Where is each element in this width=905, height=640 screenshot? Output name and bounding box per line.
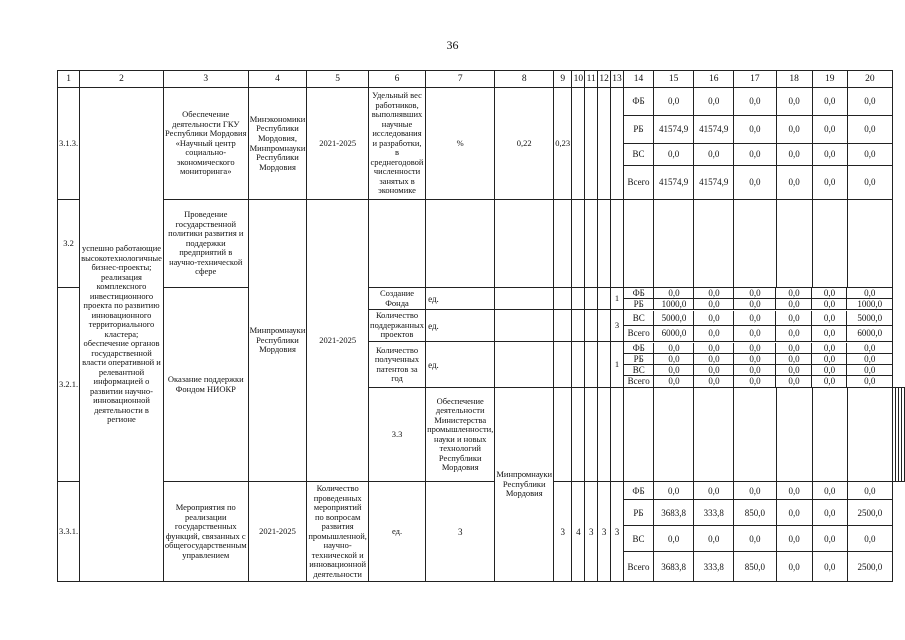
fin-block <box>623 310 892 342</box>
empty-cell <box>368 200 425 288</box>
indicator-value: 3 <box>611 310 624 342</box>
fin-source-cell: Всего <box>624 326 654 341</box>
empty-cell <box>776 388 812 482</box>
fin-value-cell: 0,0 <box>847 166 892 200</box>
fin-value-cell: 0,0 <box>694 144 734 166</box>
table-row <box>624 311 892 326</box>
fin-value-cell: 0,0 <box>694 88 734 116</box>
fin-value-cell: 0,0 <box>776 88 812 116</box>
fin-value-cell: 0,0 <box>694 311 734 326</box>
fin-value-cell: 0,0 <box>847 116 892 144</box>
empty-cell <box>847 388 892 482</box>
column-header: 11 <box>585 71 598 88</box>
column-header: 19 <box>812 71 847 88</box>
empty-cell <box>611 200 624 288</box>
fin-value-cell: 0,0 <box>734 365 776 376</box>
fin-value-cell: 0,0 <box>812 354 847 365</box>
empty-cell <box>585 388 598 482</box>
empty-cell <box>611 388 624 482</box>
executor: Минпромнауки Республики Мордовия <box>248 200 307 482</box>
period: 2021-2025 <box>307 88 369 200</box>
fin-value-cell: 0,0 <box>864 288 876 298</box>
column-header: 3 <box>163 71 248 88</box>
empty-cell <box>598 310 611 342</box>
fin-value-cell: 0,0 <box>812 166 847 200</box>
fin-source-cell: РБ <box>623 500 653 526</box>
fin-value-cell: 0,0 <box>694 288 734 299</box>
fin-value-cell: 0,0 <box>812 365 847 376</box>
fin-source-cell: РБ <box>624 354 654 365</box>
fin-value-cell: 0,0 <box>694 482 734 500</box>
fin-value-cell: 0,0 <box>654 376 694 387</box>
table-row <box>624 365 892 376</box>
empty-cell <box>572 310 585 342</box>
fin-value-cell: 41574,9 <box>694 166 734 200</box>
fin-value-cell: 0,0 <box>654 482 694 500</box>
fin-source-cell: ФБ <box>624 288 654 299</box>
fin-value-cell: 0,0 <box>812 526 847 552</box>
empty-cell <box>495 200 554 288</box>
program-table <box>57 70 905 582</box>
fin-source-cell: Всего <box>624 376 654 387</box>
indicator-value: 1 <box>611 342 624 388</box>
indicator: Количество поддержанных проектов <box>368 310 425 342</box>
column-header: 13 <box>611 71 624 88</box>
fin-value-cell: 0,0 <box>776 166 812 200</box>
fin-value-cell: 0,0 <box>734 144 776 166</box>
column-header: 18 <box>776 71 812 88</box>
fin-value-cell: 0,0 <box>812 88 847 116</box>
fin-value-cell: 0,0 <box>776 482 812 500</box>
measure-name: Обеспечение деятельности ГКУ Республики Мордовия «Научный центр социально-экономического мониторинга» <box>163 88 248 200</box>
empty-cell <box>847 200 892 288</box>
column-header: 20 <box>847 71 892 88</box>
period: 2021-2025 <box>248 482 307 582</box>
indicator-value: 3 <box>585 482 598 582</box>
fin-source-cell: ВС <box>623 526 653 552</box>
fin-value-cell: 0,0 <box>734 326 776 341</box>
fin-value-cell: 0,0 <box>694 526 734 552</box>
fin-value-cell: 0,0 <box>847 144 892 166</box>
fin-block <box>623 288 892 310</box>
fin-value-cell: 41574,9 <box>654 116 694 144</box>
empty-cell <box>902 388 905 482</box>
fin-value-cell: 6000,0 <box>654 326 694 341</box>
empty-cell <box>694 388 734 482</box>
empty-cell <box>734 200 776 288</box>
fin-value-cell: 0,0 <box>847 376 892 387</box>
fin-source-cell: ФБ <box>624 343 654 354</box>
column-header: 7 <box>426 71 495 88</box>
fin-value-cell: 0,0 <box>654 343 694 354</box>
fin-value-cell: 0,0 <box>776 311 812 326</box>
fin-source-cell: ВС <box>624 365 654 376</box>
fin-value-cell: 0,0 <box>776 500 812 526</box>
fin-value-cell: 41574,9 <box>694 116 734 144</box>
fin-value-cell: 0,0 <box>694 299 734 310</box>
empty-cell <box>495 342 554 388</box>
indicator: Количество полученных патентов за год <box>368 342 425 388</box>
empty-cell <box>585 288 598 310</box>
fin-value-cell: 0,0 <box>812 500 847 526</box>
column-header: 1 <box>58 71 80 88</box>
table-row <box>58 482 905 500</box>
fin-value-cell: 0,0 <box>776 144 812 166</box>
indicator: Удельный вес работников, выполнявших научные исследования и разработки, в среднегодовой численности занятых в экономике <box>368 88 425 200</box>
empty-cell <box>495 310 554 342</box>
unit: ед. <box>426 342 495 388</box>
row-number: 3.1.3. <box>58 88 80 200</box>
fin-value-cell: 0,0 <box>734 299 776 310</box>
fin-value-cell: 0,0 <box>734 376 776 387</box>
column-header: 10 <box>572 71 585 88</box>
empty-cell <box>554 388 572 482</box>
fin-source-cell: ВС <box>624 311 654 326</box>
column-header: 9 <box>554 71 572 88</box>
empty-cell <box>554 310 572 342</box>
table-row <box>58 288 905 310</box>
table-row <box>624 299 892 310</box>
empty-cell <box>585 342 598 388</box>
row-number: 3.2.1. <box>58 288 80 482</box>
empty-cell <box>598 342 611 388</box>
fin-value-cell: 850,0 <box>734 552 776 582</box>
empty-cell <box>623 388 653 482</box>
fin-value-cell: 333,8 <box>694 500 734 526</box>
fin-value-cell: 850,0 <box>734 500 776 526</box>
fin-value-cell: 0,0 <box>847 354 892 365</box>
empty-cell <box>654 388 694 482</box>
fin-source-cell: ВС <box>623 144 653 166</box>
column-header: 14 <box>623 71 653 88</box>
fin-value-cell: 0,0 <box>654 288 694 299</box>
row-number: 3.3.1. <box>58 482 80 582</box>
fin-value-cell: 0,0 <box>694 343 734 354</box>
fin-value-cell: 0,0 <box>812 326 847 341</box>
fin-value-cell: 1000,0 <box>847 299 892 310</box>
empty-cell <box>585 88 598 200</box>
fin-value-cell: 3683,8 <box>654 500 694 526</box>
unit: ед. <box>426 288 495 310</box>
fin-value-cell: 0,0 <box>654 526 694 552</box>
fin-source-cell: РБ <box>623 116 653 144</box>
fin-value-cell: 5000,0 <box>857 312 883 323</box>
indicator-value: 3 <box>426 482 495 582</box>
unit: ед. <box>426 310 495 342</box>
empty-cell <box>623 200 653 288</box>
fin-source-cell: ФБ <box>623 482 653 500</box>
empty-cell <box>654 200 694 288</box>
unit: % <box>426 88 495 200</box>
fin-value-cell: 0,0 <box>654 365 694 376</box>
fin-value-cell: 0,0 <box>734 288 776 299</box>
column-header: 12 <box>598 71 611 88</box>
row-number: 3.3 <box>368 388 425 482</box>
fin-value-cell: 0,0 <box>776 376 812 387</box>
empty-cell <box>585 310 598 342</box>
empty-cell <box>554 200 572 288</box>
fin-value-cell: 0,0 <box>734 311 776 326</box>
column-header: 16 <box>694 71 734 88</box>
column-header: 2 <box>80 71 164 88</box>
indicator-value: 0,23 <box>554 88 572 200</box>
table-row <box>58 88 905 116</box>
fin-value-cell: 0,0 <box>776 354 812 365</box>
measure-name: Обеспечение деятельности Министерства промышленности, науки и новых технологий Республики Мордовия <box>426 388 495 482</box>
table-row <box>624 343 892 354</box>
column-header: 6 <box>368 71 425 88</box>
table-row <box>624 376 892 387</box>
empty-cell <box>572 342 585 388</box>
period: 2021-2025 <box>307 200 369 482</box>
measure-name: Мероприятия по реализации государственных функций, связанных с общегосударственным управлением <box>163 482 248 582</box>
fin-value-cell: 0,0 <box>734 116 776 144</box>
empty-cell <box>776 200 812 288</box>
fin-value-cell: 0,0 <box>847 88 892 116</box>
fin-value-cell: 0,0 <box>694 376 734 387</box>
empty-cell <box>572 200 585 288</box>
fin-value-cell: 0,0 <box>654 88 694 116</box>
indicator-value: 4 <box>572 482 585 582</box>
empty-cell <box>598 88 611 200</box>
fin-value-cell: 0,0 <box>812 311 847 326</box>
column-header: 8 <box>495 71 554 88</box>
fin-value-cell: 6000,0 <box>847 326 892 341</box>
empty-cell <box>734 388 776 482</box>
fin-value-cell: 5000,0 <box>654 311 694 326</box>
indicator-value: 3 <box>611 482 624 582</box>
indicator-value: 3 <box>598 482 611 582</box>
fin-source-cell: Всего <box>623 166 653 200</box>
measure-name: Проведение государственной политики развития и поддержки предприятий в научно-технической сфере <box>163 200 248 288</box>
fin-value-cell: 0,0 <box>776 326 812 341</box>
fin-value-cell: 0,0 <box>734 343 776 354</box>
empty-cell <box>812 388 847 482</box>
fin-value-cell: 0,0 <box>812 343 847 354</box>
column-header: 17 <box>734 71 776 88</box>
empty-cell <box>598 200 611 288</box>
fin-value-cell: 0,0 <box>812 376 847 387</box>
measure-name: Оказание поддержки Фондом НИОКР <box>163 288 248 482</box>
indicator: Создание Фонда <box>368 288 425 310</box>
fin-value-cell: 0,0 <box>847 365 892 376</box>
fin-value-cell: 0,0 <box>776 116 812 144</box>
fin-value-cell: 0,0 <box>812 116 847 144</box>
empty-cell <box>598 288 611 310</box>
fin-value-cell: 0,0 <box>694 365 734 376</box>
fin-value-cell: 41574,9 <box>654 166 694 200</box>
indicator-value: 1 <box>611 288 624 310</box>
table-row <box>624 326 892 341</box>
fin-value-cell: 2500,0 <box>847 500 892 526</box>
empty-cell <box>572 288 585 310</box>
fin-value-cell: 0,0 <box>864 342 876 353</box>
fin-value-cell: 0,0 <box>734 88 776 116</box>
table-row <box>624 288 892 299</box>
unit: ед. <box>368 482 425 582</box>
empty-cell <box>611 88 624 200</box>
fin-value-cell: 0,0 <box>734 354 776 365</box>
fin-value-cell: 0,0 <box>694 326 734 341</box>
table-row <box>624 354 892 365</box>
fin-value-cell: 0,0 <box>654 144 694 166</box>
empty-cell <box>426 200 495 288</box>
indicator-value: 3 <box>554 482 572 582</box>
fin-value-cell: 0,0 <box>812 299 847 310</box>
fin-value-cell: 0,0 <box>776 299 812 310</box>
fin-value-cell: 0,0 <box>776 526 812 552</box>
page-number: 36 <box>446 38 459 52</box>
empty-cell <box>554 288 572 310</box>
fin-value-cell: 0,0 <box>847 482 892 500</box>
fin-source-cell: Всего <box>623 552 653 582</box>
empty-cell <box>694 200 734 288</box>
empty-cell <box>598 388 611 482</box>
table-row <box>58 71 905 88</box>
fin-value-cell: 0,0 <box>812 288 847 299</box>
empty-cell <box>495 288 554 310</box>
column-header: 5 <box>307 71 369 88</box>
column-header: 15 <box>654 71 694 88</box>
executor: Минпромнауки Республики Мордовия <box>495 388 554 582</box>
fin-value-cell: 0,0 <box>654 354 694 365</box>
fin-value-cell: 0,0 <box>694 354 734 365</box>
empty-cell <box>572 388 585 482</box>
fin-value-cell: 0,0 <box>734 166 776 200</box>
goal-text: успешно работающие высокотехнологичные бизнес-проекты; реализация комплексного инвестиционного проекта по развитию инновационного территориального кластера; обеспечение органов государственной власти оперативной и релевантной информацией о развитии научно-инновационной деятельности в регионе <box>80 88 164 582</box>
fin-value-cell: 2500,0 <box>847 552 892 582</box>
empty-cell <box>554 342 572 388</box>
fin-value-cell: 0,0 <box>812 482 847 500</box>
fin-value-cell: 0,0 <box>734 526 776 552</box>
fin-source-cell: ФБ <box>623 88 653 116</box>
fin-value-cell: 0,0 <box>847 526 892 552</box>
fin-value-cell: 0,0 <box>812 144 847 166</box>
table-row <box>58 200 905 288</box>
executor: Минэкономики Республики Мордовия, Минпромнауки Республики Мордовия <box>248 88 307 200</box>
empty-cell <box>585 200 598 288</box>
empty-cell <box>572 88 585 200</box>
fin-value-cell: 1000,0 <box>654 299 694 310</box>
fin-source-cell: РБ <box>624 299 654 310</box>
fin-value-cell: 0,0 <box>776 365 812 376</box>
fin-block <box>623 342 892 388</box>
fin-value-cell: 333,8 <box>694 552 734 582</box>
fin-value-cell: 0,0 <box>734 482 776 500</box>
fin-value-cell: 0,0 <box>776 288 812 299</box>
column-header: 4 <box>248 71 307 88</box>
fin-value-cell: 0,0 <box>812 552 847 582</box>
indicator-value: 0,22 <box>495 88 554 200</box>
fin-value-cell: 0,0 <box>776 343 812 354</box>
indicator: Количество проведенных мероприятий по вопросам развития промышленной, научно-технической и инновационной деятельности <box>307 482 369 582</box>
fin-value-cell: 3683,8 <box>654 552 694 582</box>
empty-cell <box>812 200 847 288</box>
row-number: 3.2 <box>58 200 80 288</box>
fin-value-cell: 0,0 <box>776 552 812 582</box>
